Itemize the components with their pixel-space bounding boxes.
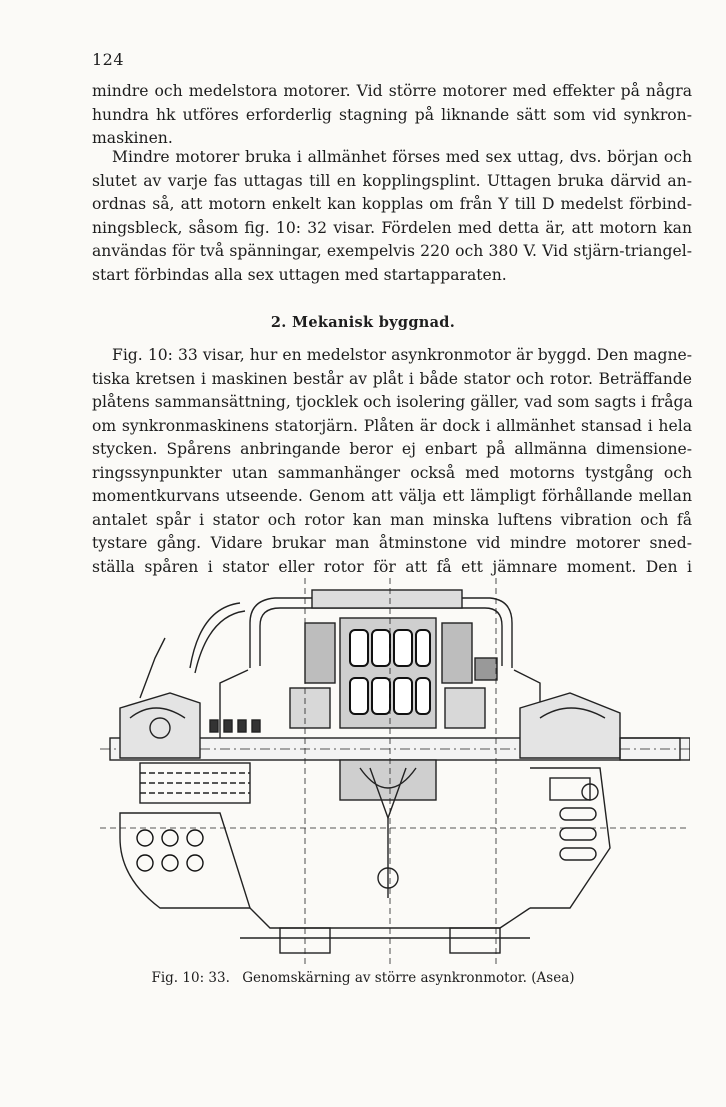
text-line: ringssynpunkter utan sammanhänger också med motorns tystgång och xyxy=(92,463,692,482)
paragraph-1 xyxy=(92,80,692,151)
text-line: stycken. Spårens anbringande beror ej enbart på allmänna dimensione- xyxy=(92,440,692,458)
text-line: ställa spåren i stator eller rotor för att få ett jämnare moment. Den i xyxy=(92,557,692,576)
figure-label: Fig. 10: 33. xyxy=(151,970,230,986)
motor-cross-section-figure xyxy=(100,578,690,968)
text-line: momentkurvans utseende. Genom att välja ett lämpligt förhållande mellan xyxy=(92,487,692,505)
text-line: Mindre motorer bruka i allmänhet förses med sex uttag, dvs. början och xyxy=(112,148,692,166)
text-line: hundra hk utföres erforderlig stagning på liknande sätt som vid synkron- xyxy=(92,105,692,124)
text-line: antalet spår i stator och rotor kan man minska luftens vibration och få xyxy=(92,510,692,529)
text-line: ningsbleck, såsom fig. 10: 32 visar. Fördelen med detta är, att motorn kan xyxy=(92,218,692,237)
figure-caption xyxy=(0,970,726,986)
text-line: ordnas så, att motorn enkelt kan kopplas om från Y till D medelst förbind- xyxy=(92,195,692,213)
figure-caption-text: Genomskärning av större asynkronmotor. xyxy=(242,970,527,986)
text-line: användas för två spänningar, exempelvis 220 och 380 V. Vid stjärn-triangel- xyxy=(92,242,692,260)
motor-drawing xyxy=(100,578,690,968)
text-line: maskinen. xyxy=(92,129,173,147)
text-line: om synkronmaskinens statorjärn. Plåten är dock i allmänhet stansad i hela xyxy=(92,416,692,435)
text-line: plåtens sammansättning, tjocklek och isolering gäller, vad som sagts i fråga xyxy=(92,393,693,411)
text-line: tiska kretsen i maskinen består av plåt i både stator och rotor. Beträffande xyxy=(92,369,692,388)
page-number: 124 xyxy=(92,50,125,69)
figure-source: (Asea) xyxy=(531,970,575,986)
paragraph-3 xyxy=(92,344,692,579)
text-line: slutet av varje fas uttagas till en kopplingsplint. Uttagen bruka därvid an- xyxy=(92,171,692,190)
text-line: start förbindas alla sex uttagen med startapparaten. xyxy=(92,265,507,284)
text-line: Fig. 10: 33 visar, hur en medelstor asynkronmotor är byggd. Den magne- xyxy=(112,346,692,364)
paragraph-2 xyxy=(92,146,692,287)
text-line: tystare gång. Vidare brukar man åtminstone vid mindre motorer sned- xyxy=(92,534,692,552)
section-heading: 2. Mekanisk byggnad. xyxy=(270,314,456,331)
text-line: mindre och medelstora motorer. Vid större motorer med effekter på några xyxy=(92,82,692,100)
